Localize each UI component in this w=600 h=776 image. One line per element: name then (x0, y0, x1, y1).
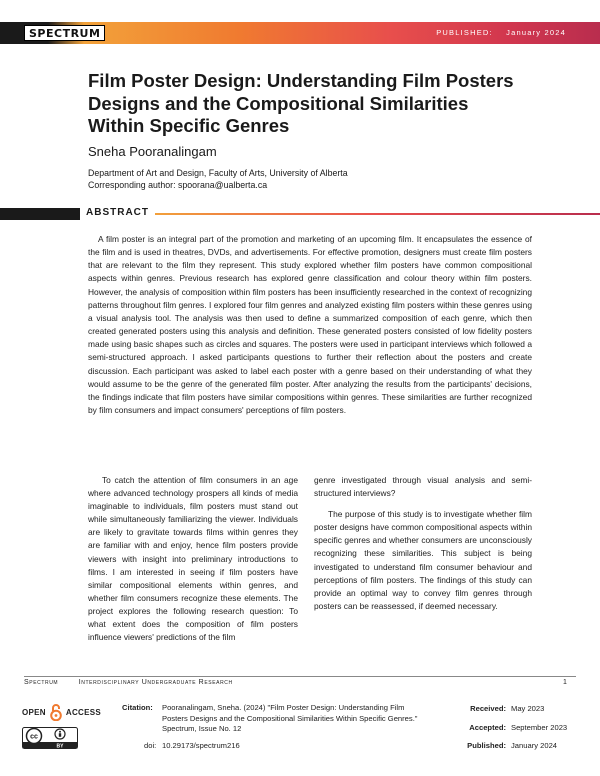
article-title: Film Poster Design: Understanding Film Posters Designs and the Compositional Similarities Within Specific Genres (88, 70, 514, 136)
published-date: January 2024 (511, 741, 558, 750)
body-paragraph: To catch the attention of film consumers in an age where advanced technology prospers all kinds of media imaginable to individuals, film posters must stand out while simultaneously familiarizing the viewer. Individuals are likely to gravitate towards films within genres they are familiar with and enjoy, hence film posters provide viewers with insight into preliminary introductions to films. I am interested in seeing if film posters have similar compositional elements within genres, and whether film consumers recognize these elements. The project explores the following research question: To what extent does the composition of film posters influence viewers' predictions of the film (88, 475, 298, 643)
body-column-right (314, 474, 532, 613)
header-published-label: PUBLISHED: (436, 28, 493, 37)
footer-journal (24, 679, 233, 686)
header-banner (0, 22, 600, 44)
citation-label: Citation: (122, 703, 153, 712)
doi-link[interactable]: 10.29173/spectrum216 (162, 741, 240, 750)
journal-short-name: Spectrum (24, 679, 59, 686)
accepted-row (450, 723, 567, 742)
published-row (450, 741, 567, 760)
corresponding-author: Corresponding author: spoorana@ualberta.ca (88, 180, 268, 190)
published-label: Published: (467, 741, 506, 750)
abstract-bar-rule (150, 213, 600, 215)
abstract-text: A film poster is an integral part of the promotion and marketing of an upcoming film. It encapsulates the essence of the film and is used in theatres, DVDs, and advertisements. For effective promotion, designers must create film posters that are relevant to the film they represent. This study explored whether film posters have common compositional aspects within genres. Previous research has explored genre classification and colour theory within film posters. However, the analysis of composition within film posters has been insufficiently researched in the context of recognizing patterns throughout film genres. I explored four film genres and analyzed existing film posters within these genres using a visual analysis tool. The analysis was then used to define a summarized composition of each genre, which then created generated posters using this analysis and definition. These generated posters consisted of low fidelity posters made using basic shapes such as circles and squares. The posters were used in participant interviews which followed a semi-structured approach. I asked participants questions to further their reflection about the posters and create discussion. Each participant was asked to label each poster with a genre based on their understanding of what they would assume to be the genre of the generated film poster. After analyzing the results from the participants' decisions, the findings indicate that film posters have similar compositions within genres. These similarities are further recognized by film consumers and impact consumers' perceptions of film posters. (88, 234, 532, 416)
open-lock-icon (49, 703, 63, 721)
footer-divider (24, 676, 576, 677)
abstract-bar-block (0, 208, 80, 220)
header-published-date: January 2024 (506, 28, 566, 37)
body-paragraph-continued: genre investigated through visual analysis and semi-structured interviews? (314, 475, 532, 499)
abstract-heading-bar (0, 208, 600, 220)
cc-by-license-icon[interactable] (22, 727, 78, 749)
affiliation-block (88, 167, 348, 191)
publication-dates (450, 704, 567, 760)
open-label: OPEN (22, 707, 46, 717)
open-access-logo[interactable] (22, 703, 101, 721)
citation-text: Pooranalingam, Sneha. (2024) "Film Poster Design: Understanding Film Posters Designs and the Compositional Similarities Within Specific Genres." Spectrum, Issue No. 12 (162, 703, 418, 733)
by-text: BY (56, 743, 64, 749)
accepted-label: Accepted: (469, 722, 506, 732)
accepted-date: September 2023 (511, 722, 568, 732)
received-label: Received: (470, 704, 506, 713)
author-name: Sneha Pooranalingam (88, 144, 217, 159)
received-date: May 2023 (511, 704, 545, 713)
logo-text: SPECTRUM (29, 26, 101, 40)
access-label: ACCESS (65, 707, 102, 717)
cc-text: cc (30, 733, 38, 741)
body-paragraph: The purpose of this study is to investigate whether film poster designs have common compositional aspects within specific genres and whether consumers are unconsciously recognizing these similarities. This subject is being investigated to understand film consumer behaviour and perceptions of film posters. The findings of this study can provide an optimal way to convey film genres through posters can be reassessed, if deemed necessary. (314, 509, 532, 611)
journal-long-name: Interdisciplinary Undergraduate Research (78, 679, 233, 686)
page-number: 1 (563, 679, 567, 686)
received-row (450, 704, 567, 723)
doi-label: doi: (144, 741, 157, 750)
affiliation: Department of Art and Design, Faculty of Arts, University of Alberta (88, 168, 348, 178)
abstract-heading: ABSTRACT (80, 207, 155, 218)
body-column-left (88, 474, 298, 644)
header-published (436, 28, 566, 37)
spectrum-logo[interactable] (24, 25, 105, 41)
